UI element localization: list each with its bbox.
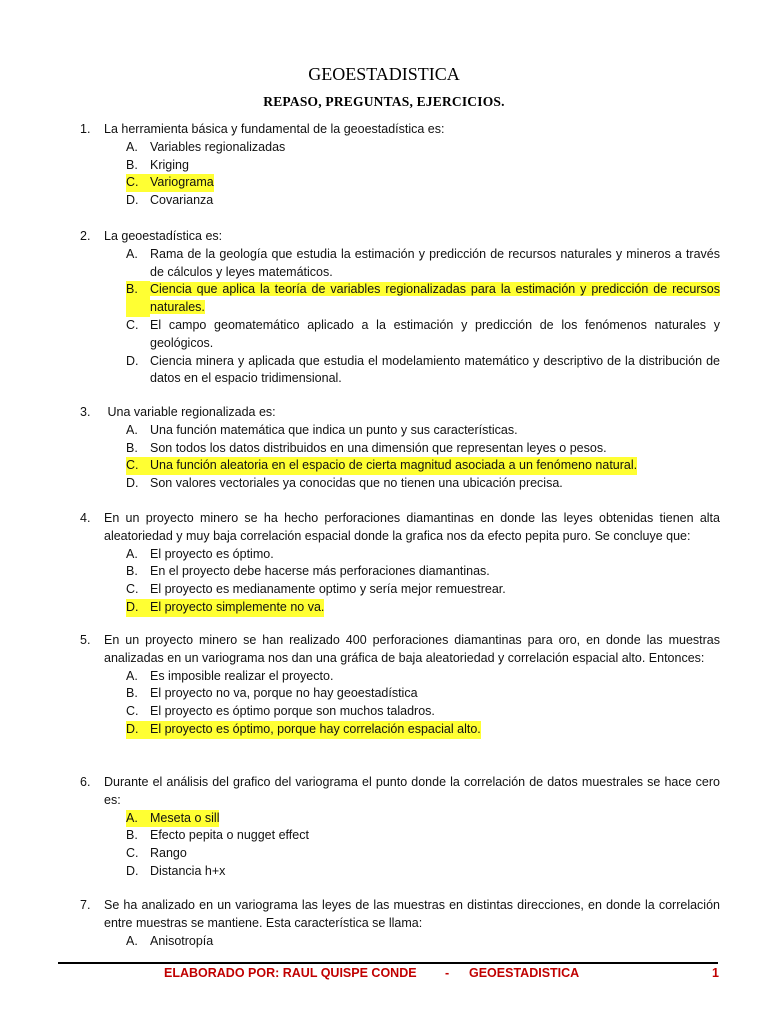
option-letter: A.	[126, 810, 138, 825]
answer-option	[126, 317, 720, 353]
answer-option	[126, 845, 720, 863]
document-title: GEOESTADISTICA	[308, 64, 460, 84]
option-text: Meseta o sill	[150, 810, 220, 825]
question-text: La geoestadística es:	[104, 229, 223, 243]
option-letter: B.	[126, 564, 138, 579]
question-number: 4.	[80, 511, 91, 525]
answer-option	[126, 827, 720, 845]
option-letter: A.	[126, 668, 138, 683]
question-number: 2.	[80, 229, 91, 243]
option-text: En el proyecto debe hacerse más perforaciones diamantinas.	[150, 564, 490, 579]
question-4	[80, 510, 720, 617]
option-text: El proyecto es óptimo, porque hay correlación espacial alto.	[150, 721, 481, 736]
answer-option-correct	[126, 281, 720, 317]
question-7	[80, 897, 720, 950]
option-letter: C.	[126, 175, 139, 190]
answer-option	[126, 933, 720, 951]
answer-option	[126, 353, 720, 389]
page-footer	[58, 966, 720, 986]
answer-option	[126, 440, 720, 458]
footer-author: ELABORADO POR: RAUL QUISPE CONDE	[164, 966, 417, 980]
question-text: Durante el análisis del grafico del variograma el punto donde la correlación de datos muestrales se hace cero es:	[104, 775, 720, 807]
answer-option	[126, 422, 720, 440]
answer-option	[126, 139, 720, 157]
option-letter: A.	[126, 933, 138, 948]
option-text: Es imposible realizar el proyecto.	[150, 668, 334, 683]
option-letter: B.	[126, 440, 138, 455]
document-subtitle: REPASO, PREGUNTAS, EJERCICIOS.	[263, 94, 505, 109]
option-letter: B.	[126, 686, 138, 701]
option-text: Son todos los datos distribuidos en una dimensión que representan leyes o pesos.	[150, 440, 607, 455]
option-letter: C.	[126, 582, 139, 597]
option-letter: D.	[126, 353, 139, 368]
answer-option	[126, 246, 720, 282]
option-text: El proyecto es medianamente optimo y sería mejor remuestrear.	[150, 582, 506, 597]
option-text: El proyecto es óptimo.	[150, 546, 274, 561]
option-letter: A.	[126, 246, 138, 261]
question-number: 3.	[80, 405, 91, 419]
answer-option-correct	[126, 810, 720, 828]
option-text: El proyecto simplemente no va.	[150, 599, 325, 614]
question-text: En un proyecto minero se han realizado 400 perforaciones diamantinas para oro, en donde las muestras analizadas en un variograma nos dan una gráfica de baja aleatoriedad y correlación espacial alto. Entonces:	[104, 633, 720, 665]
option-letter: D.	[126, 721, 139, 736]
option-text: Una función matemática que indica un punto y sus características.	[150, 422, 518, 437]
option-text: Variograma	[150, 175, 214, 190]
option-letter: D.	[126, 193, 139, 208]
option-letter: C.	[126, 704, 139, 719]
option-letter: A.	[126, 422, 138, 437]
question-text: En un proyecto minero se ha hecho perforaciones diamantinas en donde las leyes obtenidas tienen alta aleatoriedad y muy baja correlación espacial donde la grafica nos da efecto pepita puro. Se concluye que:	[104, 511, 720, 543]
question-number: 6.	[80, 775, 91, 789]
question-number: 7.	[80, 898, 91, 912]
option-text: Covarianza	[150, 193, 214, 208]
footer-separator: -	[445, 966, 450, 980]
option-text: Kriging	[150, 157, 189, 172]
option-text: Ciencia minera y aplicada que estudia el modelamiento matemático y descriptivo de la distribución de datos en el espacio tridimensional.	[150, 353, 720, 386]
option-letter: D.	[126, 476, 139, 491]
answer-option-correct	[126, 457, 720, 475]
option-letter: A.	[126, 139, 138, 154]
option-letter: D.	[126, 599, 139, 614]
footer-course: GEOESTADISTICA	[469, 966, 580, 980]
question-5	[80, 632, 720, 739]
answer-option	[126, 703, 720, 721]
answer-option-correct	[126, 599, 720, 617]
option-letter: B.	[126, 281, 150, 317]
question-text: Se ha analizado en un variograma las leyes de las muestras en distintas direcciones, en donde la correlación entre muestras se mantiene. Esta característica se llama:	[104, 898, 720, 930]
answer-option-correct	[126, 721, 720, 739]
question-6	[80, 774, 720, 881]
question-text: La herramienta básica y fundamental de la geoestadística es:	[104, 122, 445, 136]
option-text: Rango	[150, 846, 187, 861]
option-text: Son valores vectoriales ya conocidas que no tienen una ubicación precisa.	[150, 476, 563, 491]
option-text: Ciencia que aplica la teoría de variables regionalizadas para la estimación y predicción de recursos naturales.	[150, 282, 720, 315]
question-1	[80, 121, 720, 210]
question-number: 1.	[80, 122, 91, 136]
option-letter: C.	[126, 846, 139, 861]
option-letter: C.	[126, 458, 139, 473]
answer-option	[126, 192, 720, 210]
question-2	[80, 228, 720, 388]
option-text: El proyecto no va, porque no hay geoestadística	[150, 686, 418, 701]
question-text: Una variable regionalizada es:	[104, 405, 276, 419]
answer-option	[126, 685, 720, 703]
answer-option	[126, 157, 720, 175]
option-text: Efecto pepita o nugget effect	[150, 828, 309, 843]
answer-option	[126, 546, 720, 564]
page-number: 1	[712, 966, 719, 980]
question-number: 5.	[80, 633, 91, 647]
option-letter: C.	[126, 317, 139, 332]
option-letter: B.	[126, 828, 138, 843]
answer-option	[126, 668, 720, 686]
option-text: El campo geomatemático aplicado a la estimación y predicción de los fenómenos naturales y geológicos.	[150, 317, 720, 350]
answer-option	[126, 475, 720, 493]
answer-option	[126, 863, 720, 881]
option-text: Variables regionalizadas	[150, 139, 286, 154]
footer-divider	[58, 962, 718, 964]
answer-option	[126, 581, 720, 599]
option-text: Anisotropía	[150, 933, 214, 948]
option-letter: D.	[126, 863, 139, 878]
answer-option	[126, 563, 720, 581]
option-text: El proyecto es óptimo porque son muchos taladros.	[150, 704, 435, 719]
option-text: Una función aleatoria en el espacio de cierta magnitud asociada a un fenómeno natural.	[150, 458, 638, 473]
option-text: Rama de la geología que estudia la estimación y predicción de recursos naturales y mineros a través de cálculos y leyes matemáticos.	[150, 246, 720, 279]
option-text: Distancia h+x	[150, 863, 226, 878]
option-letter: B.	[126, 157, 138, 172]
option-letter: A.	[126, 546, 138, 561]
question-3	[80, 404, 720, 493]
answer-option-correct	[126, 174, 720, 192]
